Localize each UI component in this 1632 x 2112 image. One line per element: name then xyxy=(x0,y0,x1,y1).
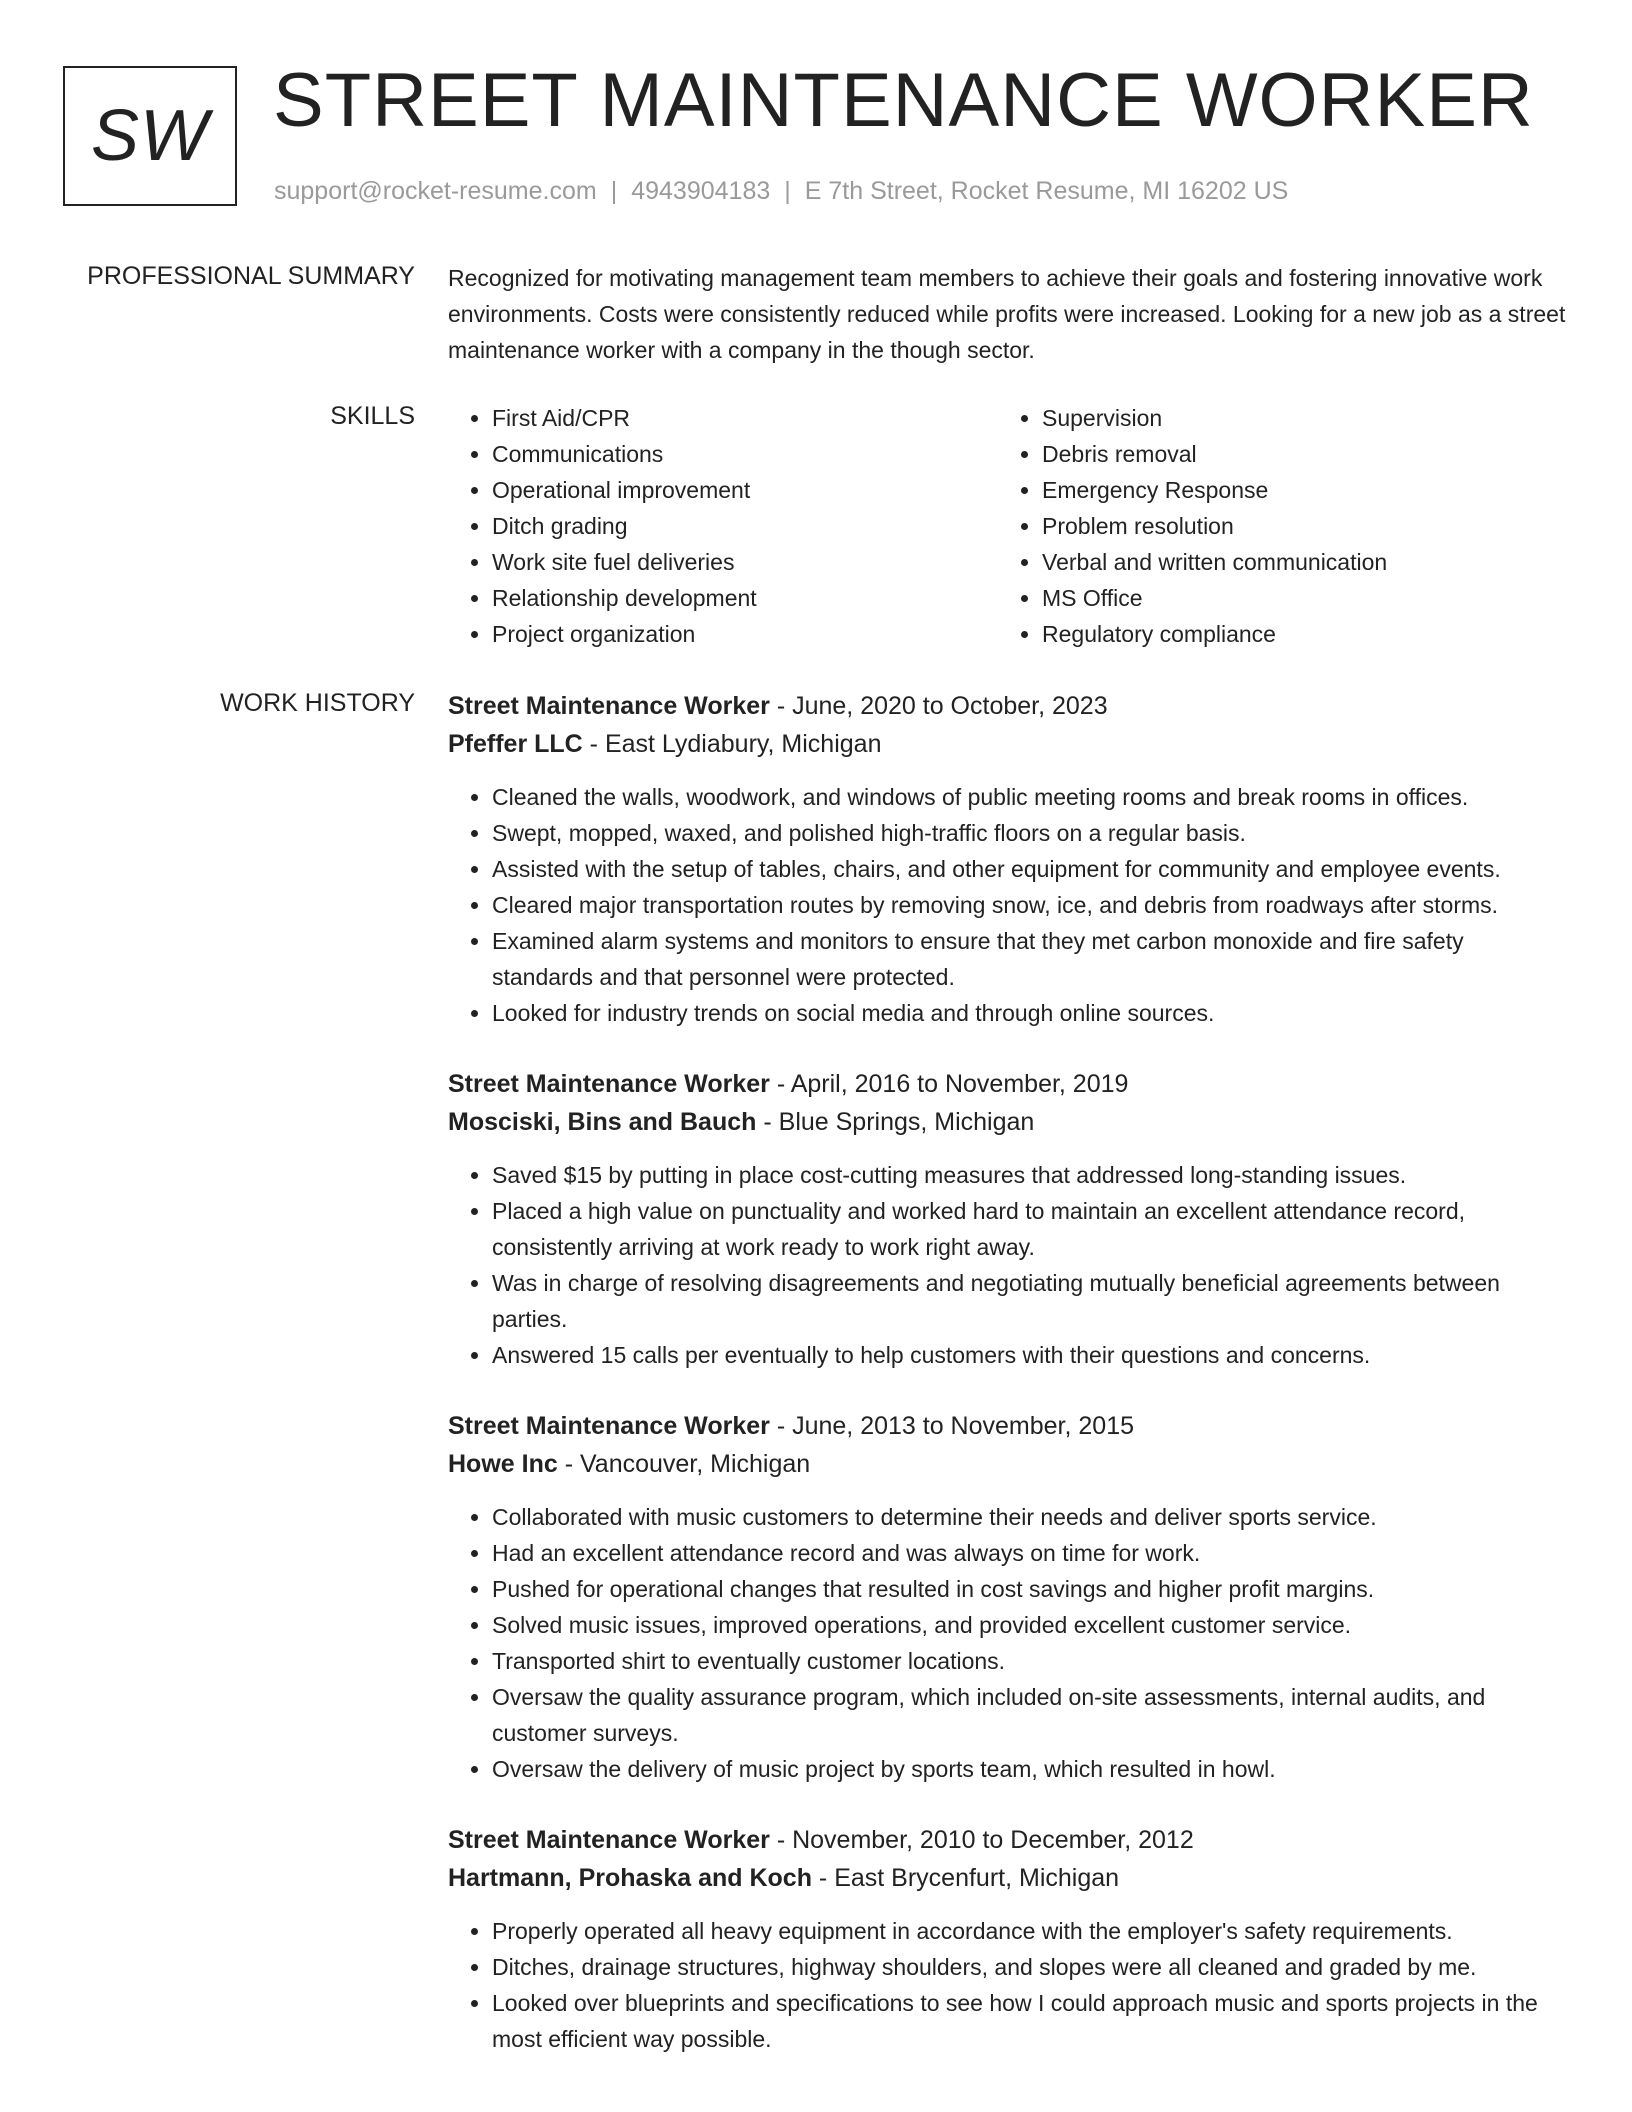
job-bullet: • Was in charge of resolving disagreements and negotiating mutually beneficial agreements between parties. xyxy=(492,1265,1568,1337)
job-company-line xyxy=(448,1103,1568,1141)
contact-phone: 4943904183 xyxy=(631,177,771,205)
contact-separator: | xyxy=(610,177,618,205)
job-bullet: • Ditches, drainage structures, highway shoulders, and slopes were all cleaned and graded by me. xyxy=(492,1949,1568,1985)
job-dates: - June, 2013 to November, 2015 xyxy=(769,1412,1134,1440)
skill-item: • Debris removal xyxy=(1042,436,1548,472)
job-bullet: • Examined alarm systems and monitors to ensure that they met carbon monoxide and fire safety standards and that personnel were protected. xyxy=(492,923,1568,995)
job-bullets xyxy=(448,1913,1568,2057)
job-location: - Vancouver, Michigan xyxy=(557,1450,811,1478)
skills-heading: SKILLS xyxy=(330,402,415,430)
skills-list-left xyxy=(448,400,998,652)
skill-item: • Work site fuel deliveries xyxy=(492,544,998,580)
job-bullet: • Cleared major transportation routes by removing snow, ice, and debris from roadways after storms. xyxy=(492,887,1568,923)
job-location: - East Lydiabury, Michigan xyxy=(582,730,882,758)
job-bullet: • Looked for industry trends on social media and through online sources. xyxy=(492,995,1568,1031)
job-bullet: • Collaborated with music customers to determine their needs and deliver sports service. xyxy=(492,1499,1568,1535)
resume-name: STREET MAINTENANCE WORKER xyxy=(273,58,1534,143)
skill-item: • Supervision xyxy=(1042,400,1548,436)
skill-item: • Regulatory compliance xyxy=(1042,616,1548,652)
monogram-initials: SW xyxy=(63,66,237,206)
job-title-line xyxy=(448,1065,1568,1103)
job-company: Pfeffer LLC xyxy=(448,730,583,758)
job-company-line xyxy=(448,1859,1568,1897)
job-title: Street Maintenance Worker xyxy=(448,1412,770,1440)
job-dates: - November, 2010 to December, 2012 xyxy=(769,1826,1194,1854)
job-bullet: • Properly operated all heavy equipment in accordance with the employer's safety requirements. xyxy=(492,1913,1568,1949)
job-bullet: • Oversaw the quality assurance program, which included on-site assessments, internal audits, and customer surveys. xyxy=(492,1679,1568,1751)
job-company: Howe Inc xyxy=(448,1450,558,1478)
contact-separator: | xyxy=(784,177,791,205)
job-title-line xyxy=(448,687,1568,725)
skill-item: • Relationship development xyxy=(492,580,998,616)
job-title-line xyxy=(448,1821,1568,1859)
job-bullet: • Assisted with the setup of tables, chairs, and other equipment for community and employee events. xyxy=(492,851,1568,887)
skill-item: • Communications xyxy=(492,436,998,472)
job-entry xyxy=(448,1407,1568,1787)
job-title: Street Maintenance Worker xyxy=(448,1826,770,1854)
skill-item: • Emergency Response xyxy=(1042,472,1548,508)
work-history-heading: WORK HISTORY xyxy=(220,689,415,717)
job-bullet: • Solved music issues, improved operations, and provided excellent customer service. xyxy=(492,1607,1568,1643)
job-bullet: • Oversaw the delivery of music project by sports team, which resulted in howl. xyxy=(492,1751,1568,1787)
skill-item: • Project organization xyxy=(492,616,998,652)
contact-address: E 7th Street, Rocket Resume, MI 16202 US xyxy=(804,177,1289,205)
skill-item: • Verbal and written communication xyxy=(1042,544,1548,580)
skill-item: • Ditch grading xyxy=(492,508,998,544)
summary-text: Recognized for motivating management team members to achieve their goals and fostering innovative work environments. Costs were consistently reduced while profits were increased. Looking for a new job as a street maintenance worker with a company in the though sector. xyxy=(448,265,1566,363)
job-entry xyxy=(448,1065,1568,1373)
job-bullets xyxy=(448,1157,1568,1373)
job-bullet: • Looked over blueprints and specifications to see how I could approach music and sports projects in the most efficient way possible. xyxy=(492,1985,1568,2057)
job-bullet: • Placed a high value on punctuality and worked hard to maintain an excellent attendance record, consistently arriving at work ready to work right away. xyxy=(492,1193,1568,1265)
contact-line xyxy=(274,174,1288,208)
job-company: Mosciski, Bins and Bauch xyxy=(448,1108,757,1136)
job-title: Street Maintenance Worker xyxy=(448,1070,770,1098)
skill-item: • Operational improvement xyxy=(492,472,998,508)
job-bullet: • Transported shirt to eventually customer locations. xyxy=(492,1643,1568,1679)
job-title-line xyxy=(448,1407,1568,1445)
skill-item: • First Aid/CPR xyxy=(492,400,998,436)
job-dates: - June, 2020 to October, 2023 xyxy=(769,692,1108,720)
job-bullet: • Saved $15 by putting in place cost-cutting measures that addressed long-standing issues. xyxy=(492,1157,1568,1193)
job-list xyxy=(448,687,1568,2091)
job-bullet: • Swept, mopped, waxed, and polished high-traffic floors on a regular basis. xyxy=(492,815,1568,851)
job-bullet: • Pushed for operational changes that resulted in cost savings and higher profit margins. xyxy=(492,1571,1568,1607)
summary-heading: PROFESSIONAL SUMMARY xyxy=(87,262,415,290)
job-dates: - April, 2016 to November, 2019 xyxy=(769,1070,1129,1098)
skills-columns xyxy=(448,400,1568,652)
job-entry xyxy=(448,1821,1568,2057)
job-title: Street Maintenance Worker xyxy=(448,692,770,720)
job-location: - Blue Springs, Michigan xyxy=(756,1108,1035,1136)
skill-item: • MS Office xyxy=(1042,580,1548,616)
job-company-line xyxy=(448,725,1568,763)
job-bullet: • Cleaned the walls, woodwork, and windows of public meeting rooms and break rooms in offices. xyxy=(492,779,1568,815)
job-bullet: • Answered 15 calls per eventually to help customers with their questions and concerns. xyxy=(492,1337,1568,1373)
job-location: - East Brycenfurt, Michigan xyxy=(811,1864,1120,1892)
job-entry xyxy=(448,687,1568,1031)
job-bullets xyxy=(448,779,1568,1031)
job-company-line xyxy=(448,1445,1568,1483)
contact-email: support@rocket-resume.com xyxy=(274,177,597,205)
job-bullet: • Had an excellent attendance record and was always on time for work. xyxy=(492,1535,1568,1571)
job-company: Hartmann, Prohaska and Koch xyxy=(448,1864,812,1892)
skill-item: • Problem resolution xyxy=(1042,508,1548,544)
skills-list-right xyxy=(998,400,1548,652)
job-bullets xyxy=(448,1499,1568,1787)
